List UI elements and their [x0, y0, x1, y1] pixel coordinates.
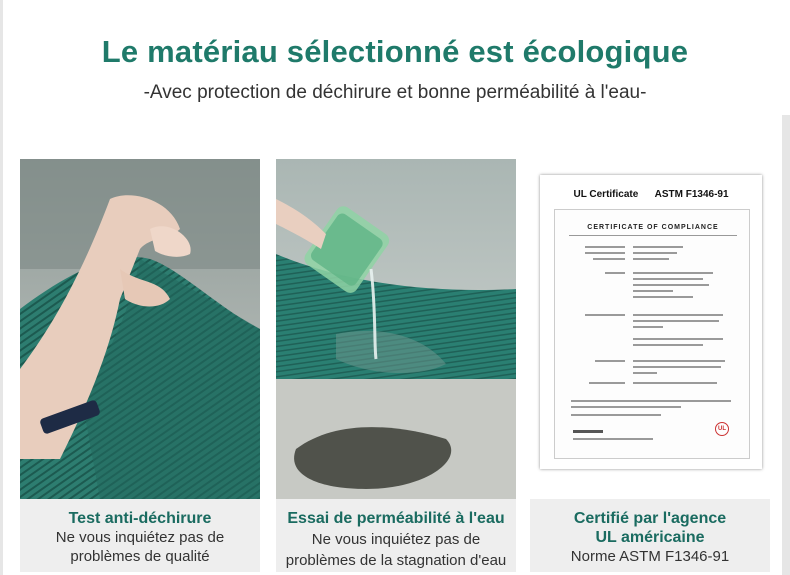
certificate-heading: UL Certificate ASTM F1346-91	[573, 189, 729, 200]
ul-logo-icon: UL	[715, 422, 729, 436]
cert-text-line	[571, 400, 731, 402]
certificate-document	[554, 209, 750, 459]
cert-text-line	[585, 314, 625, 316]
cert-text-line	[633, 252, 677, 254]
tear-test-photo	[20, 159, 260, 499]
cert-text-line	[633, 382, 717, 384]
caption-subtitle: Norme ASTM F1346-91	[570, 548, 730, 565]
cert-text-line	[589, 382, 625, 384]
cert-text-line	[633, 290, 673, 292]
certificate-rule	[569, 235, 737, 236]
cert-text-line	[633, 272, 713, 274]
caption-subtitle-line: Ne vous inquiétez pas de	[311, 531, 481, 548]
cert-text-line	[633, 278, 703, 280]
cert-text-line	[593, 258, 625, 260]
caption-ul-certification	[530, 499, 770, 572]
cert-text-line	[571, 414, 661, 416]
caption-subtitle-line: Ne vous inquiétez pas de	[55, 529, 225, 546]
cert-text-line	[633, 320, 719, 322]
cert-text-line	[573, 438, 653, 440]
cert-text-line	[633, 344, 703, 346]
cert-text-line	[633, 372, 657, 374]
cert-text-line	[605, 272, 625, 274]
cert-text-line	[585, 246, 625, 248]
caption-water-test	[276, 499, 516, 572]
caption-subtitle-line: problèmes de la stagnation d'eau	[285, 552, 507, 569]
cert-text-line	[633, 314, 723, 316]
ul-certificate-photo	[530, 159, 770, 499]
cert-text-line	[633, 326, 663, 328]
cert-text-line	[633, 296, 693, 298]
cert-text-line	[595, 360, 625, 362]
caption-title: Test anti-déchirure	[68, 510, 212, 527]
caption-title: Essai de perméabilité à l'eau	[287, 510, 505, 527]
tear-test-illustration	[20, 159, 260, 499]
water-permeability-photo	[276, 159, 516, 499]
cert-text-line	[633, 338, 723, 340]
cert-text-line	[633, 360, 725, 362]
page-subtitle: -Avec protection de déchirure et bonne perméabilité à l'eau-	[143, 82, 647, 103]
certificate-frame	[540, 175, 762, 469]
right-edge-strip	[782, 115, 790, 575]
cert-text-line	[585, 252, 625, 254]
cert-text-line	[633, 258, 669, 260]
page-title: Le matériau sélectionné est écologique	[101, 34, 689, 69]
caption-tear-test	[20, 499, 260, 572]
cert-text-line	[633, 246, 683, 248]
cert-signature	[573, 430, 603, 433]
certificate-doc-title: CERTIFICATE OF COMPLIANCE	[587, 224, 719, 231]
cert-text-line	[633, 284, 709, 286]
caption-subtitle-line: problèmes de qualité	[70, 548, 210, 565]
water-test-illustration	[276, 159, 516, 499]
cert-text-line	[633, 366, 721, 368]
caption-title-line: Certifié par l'agence	[573, 510, 727, 527]
caption-title-line: UL américaine	[595, 529, 705, 546]
cert-text-line	[571, 406, 681, 408]
